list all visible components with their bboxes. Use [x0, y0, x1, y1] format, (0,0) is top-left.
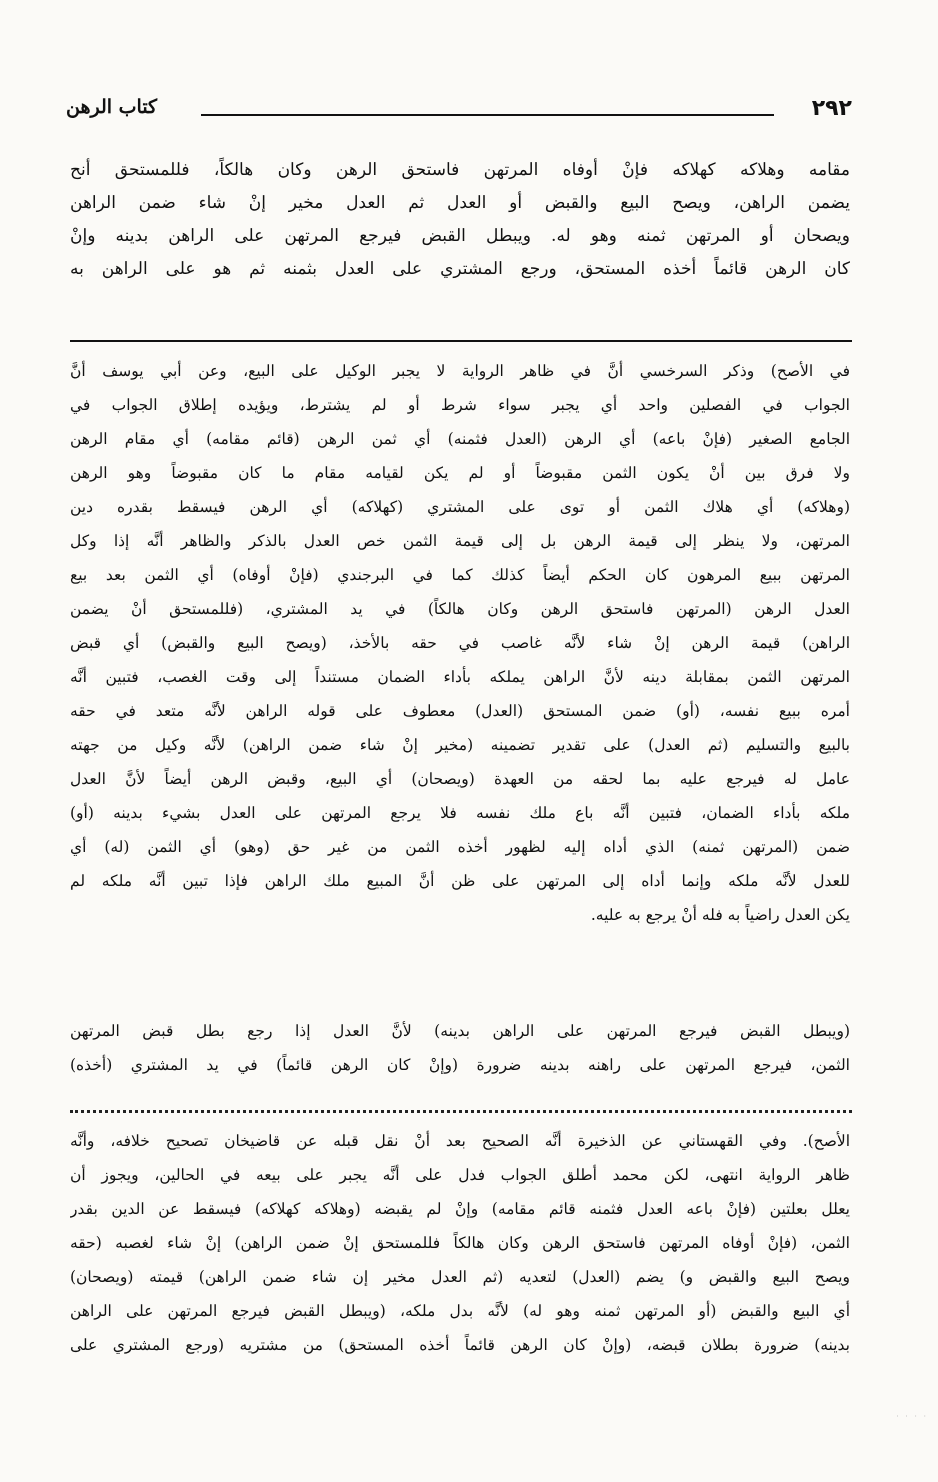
- footnote-line: أي البيع والقبض (أو المرتهن ثمنه وهو له) لأنَّه بدل ملكه، (ويبطل القبض فيرجع المرتهن على الراهن: [70, 1302, 850, 1320]
- main-text: [70, 154, 850, 286]
- commentary-line: الجواب في الفصلين واحد أي يجبر سواء شرط أو لم يشترط، ويؤيده إطلاق الجواب في: [70, 396, 850, 414]
- footnote-line: الأصح). وفي القهستاني عن الذخيرة أنَّه الصحيح بعد أنْ نقل قبله عن قاضيخان تصحيح خلافه، وأنَّه: [70, 1132, 850, 1150]
- header-rule: [201, 114, 774, 116]
- main-text-line: ويصحان أو المرتهن ثمنه وهو له. ويبطل القبض فيرجع المرتهن على الراهن بدينه وإنْ: [70, 226, 850, 246]
- commentary-line: أمره ببيع نفسه، (أو) ضمن المستحق (العدل) معطوف على قوله الراهن لأنَّه متعد في حقه: [70, 702, 850, 720]
- footnote-line: يعلل بعلتين (فإنْ باعه العدل فثمنه قائم مقامه) وإنْ لم يقبضه (وهلاكه كهلاكه) فيسقط عن الدين بقدر: [70, 1200, 850, 1218]
- main-text-separator: [70, 340, 852, 342]
- commentary-line: المرتهن الثمن بمقابلة دينه لأنَّ الراهن يملكه بأداء الضمان مستنداً إلى وقت الغصب، فتبين أنَّه: [70, 668, 850, 686]
- commentary-line: (ويبطل القبض فيرجع المرتهن على الراهن بدينه) لأنَّ العدل إذا رجع بطل قبض المرتهن: [70, 1022, 850, 1040]
- commentary-line: الراهن) قيمة الرهن إنْ شاء لأنَّه غاصب في حقه بالأخذ، (ويصح البيع والقبض) أي قبض: [70, 634, 850, 652]
- commentary-line: عامل له فيرجع عليه بما لحقه من العهدة (ويصحان) أي البيع، وقبض الرهن أيضاً لأنَّ العدل: [70, 770, 850, 788]
- commentary-line: العدل الرهن (المرتهن فاستحق الرهن وكان هالكاً) في يد المشتري، (فللمستحق أنْ يضمن: [70, 600, 850, 618]
- commentary-line: الجامع الصغير (فإنْ باعه) أي الرهن (العدل فثمنه) أي ثمن الرهن (قائم مقامه) أي مقام الرهن: [70, 430, 850, 448]
- page-header: [66, 96, 852, 124]
- footnote: [70, 1124, 850, 1362]
- commentary-line: يكن العدل راضياً به فله أنْ يرجع به عليه.: [590, 906, 850, 924]
- commentary-line: ضمن (المرتهن ثمنه) الذي أداه إليه لظهور أخذه الثمن من غير حق (وهو) أي الثمن (له) أي: [70, 838, 850, 856]
- page-number: ٢٩٢: [811, 96, 852, 121]
- commentary-paragraph-2: [70, 1014, 850, 1082]
- commentary-line: في الأصح) وذكر السرخسي أنَّ في ظاهر الرواية لا يجبر الوكيل على البيع، وعن أبي يوسف أنَّ: [70, 362, 850, 380]
- scan-margin-mark: · · · ·: [896, 1412, 928, 1421]
- footnote-separator: [70, 1110, 852, 1113]
- footnote-line: بدينه) ضرورة بطلان قبضه، (وإنْ كان الرهن قائماً أخذه المستحق) من مشتريه (ورجع المشتري على: [70, 1336, 850, 1354]
- commentary-line: المرتهن ببيع المرهون كان الحكم أيضاً كذلك كما في البرجندي (فإنْ أوفاه) أي الثمن بعد بيع: [70, 566, 850, 584]
- commentary-line: الثمن، فيرجع المرتهن على راهنه بدينه ضرورة (وإنْ كان الرهن قائماً) في يد المشتري (أخذه): [70, 1056, 850, 1074]
- commentary-line: ولا فرق بين أنْ يكون الثمن مقبوضاً أو لم يكن لقيامه مقام ما كان مقبوضاً وهو الرهن: [70, 464, 850, 482]
- commentary-line: بالبيع والتسليم (ثم العدل) على تقدير تضمينه (مخير إنْ شاء ضمن الراهن) لأنَّه وكيل من جهته: [70, 736, 850, 754]
- commentary-line: (وهلاكه) أي هلاك الثمن أو توى على المشتري (كهلاكه) أي الرهن فيسقط بقدره دين: [70, 498, 850, 516]
- main-text-line: يضمن الراهن، ويصح البيع والقبض أو العدل ثم العدل مخير إنْ شاء ضمن الراهن: [70, 193, 850, 213]
- footnote-line: الثمن، (فإنْ أوفاه المرتهن فاستحق الرهن وكان هالكاً فللمستحق إنْ ضمن الراهن) إنْ شاء لغصبه (حقه: [70, 1234, 850, 1252]
- running-title: كتاب الرهن: [66, 96, 158, 118]
- footnote-line: ويصح البيع والقبض و) يضم (العدل) لتعديه (ثم العدل مخير إن شاء ضمن الراهن) قيمته (ويصحان): [70, 1268, 850, 1286]
- footnote-line: ظاهر الرواية انتهى، لكن محمد أطلق الجواب فدل على أنَّه يجبر على بيعه في الحالين، ويجوز أن: [70, 1166, 850, 1184]
- commentary-line: للعدل لأنَّه ملكه وإنما أداه إلى المرتهن على ظن أنَّ المبيع ملك الراهن فإذا تبين أنَّه ملكه لم: [70, 872, 850, 890]
- commentary-line: ملكه بأداء الضمان، فتبين أنَّه باع ملك نفسه فلا يرجع المرتهن على العدل بشيء بدينه (أو): [70, 804, 850, 822]
- commentary-line: المرتهن، ولا ينظر إلى قيمة الرهن بل إلى قيمة الثمن خص العدل بالذكر والظاهر أنَّه إذا وكل: [70, 532, 850, 550]
- main-text-line: كان الرهن قائماً أخذه المستحق، ورجع المشتري على العدل بثمنه ثم هو على الراهن به: [70, 259, 850, 279]
- main-text-line: مقامه وهلاكه كهلاكه فإنْ أوفاه المرتهن فاستحق الرهن وكان هالكاً، فللمستحق أنح: [70, 160, 850, 180]
- commentary-paragraph-1: [70, 354, 850, 932]
